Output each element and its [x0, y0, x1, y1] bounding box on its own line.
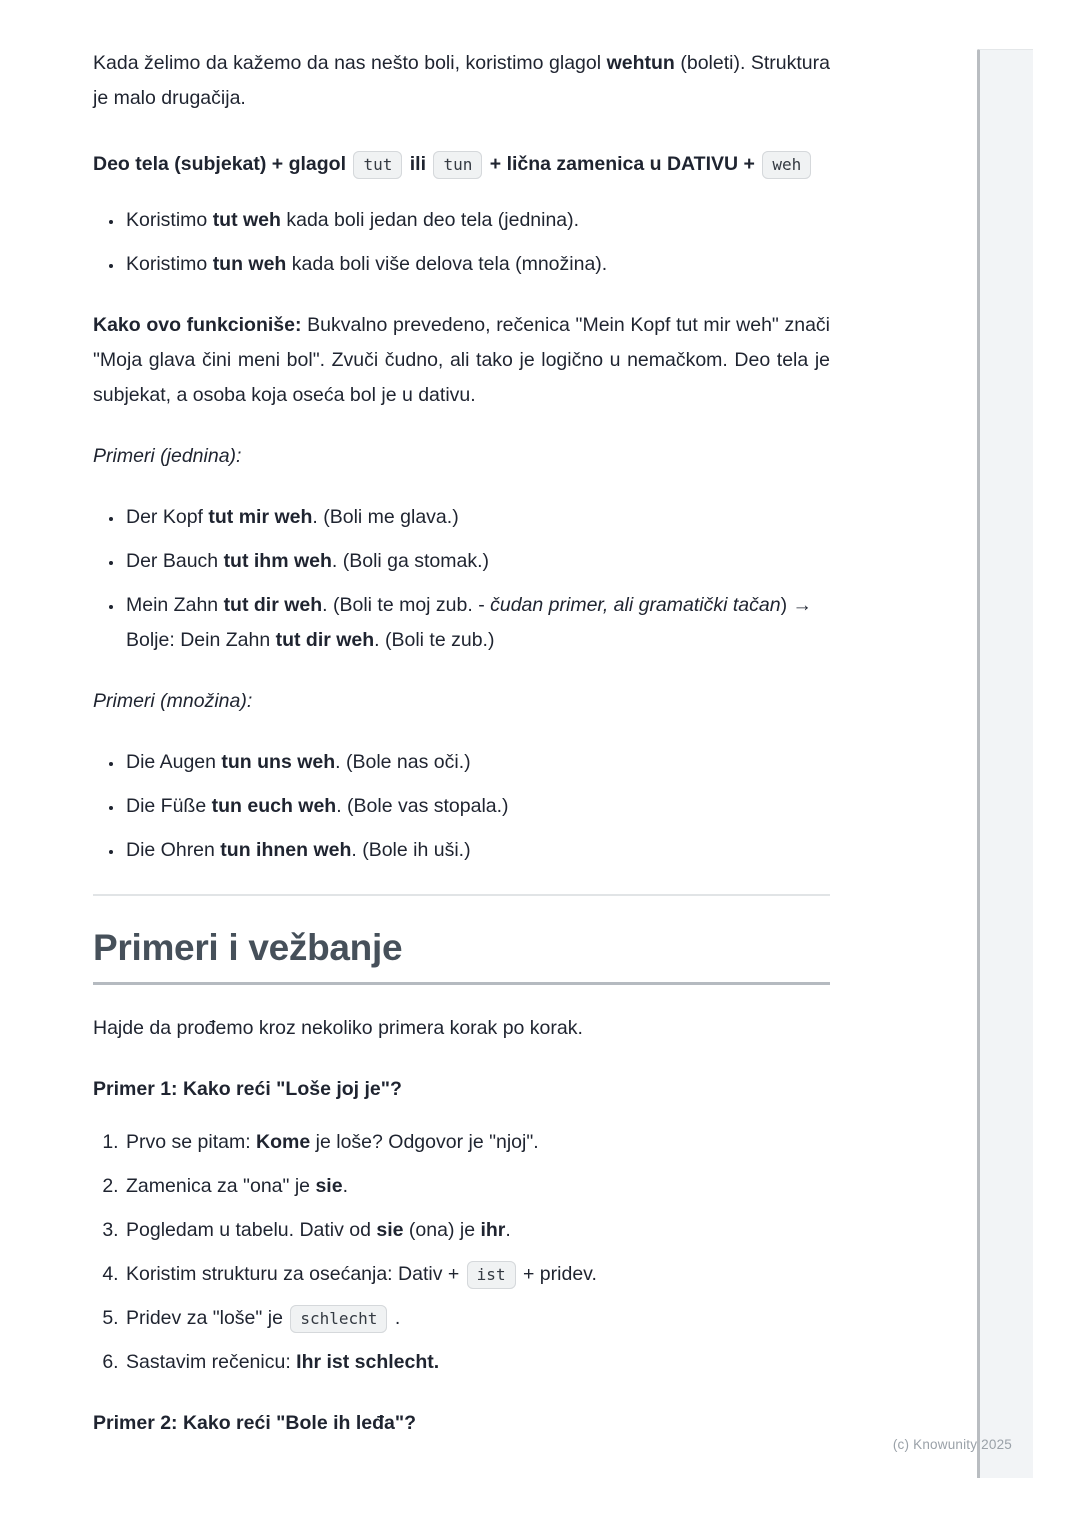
bullet-item [124, 833, 830, 868]
bullet-list [93, 500, 830, 658]
numbered-item [124, 1301, 830, 1336]
bold-text: ihr [480, 1219, 506, 1241]
section-divider [93, 894, 830, 896]
text-run: Die Ohren [126, 839, 221, 861]
paragraph [93, 439, 830, 474]
bold-text: tun euch weh [211, 795, 337, 817]
italic-text: Primeri (jednina): [93, 445, 242, 467]
text-run: (ona) je [403, 1219, 481, 1241]
text-run: Koristimo [126, 253, 213, 275]
bold-text: tun ihnen weh [220, 839, 352, 861]
text-run: Sastavim rečenicu: [126, 1351, 297, 1373]
bold-text: sie [315, 1175, 343, 1197]
text-run: Koristimo [126, 209, 213, 231]
text-run: (boleti). Struktura je malo drugačija. [93, 52, 830, 109]
bullet-item [124, 203, 830, 238]
text-run: . (Boli me glava.) [312, 506, 459, 528]
text-run: je loše? Odgovor je "njoj". [310, 1131, 539, 1153]
structure-line [93, 142, 830, 187]
text-run: . (Bole vas stopala.) [336, 795, 509, 817]
numbered-item [124, 1213, 830, 1248]
bullet-list [93, 203, 830, 282]
text-run: Kada želimo da kažemo da nas nešto boli, koristimo glagol [93, 52, 607, 74]
text-run: . (Boli te moj zub. - [322, 594, 491, 616]
text-run: Pridev za "loše" je [126, 1307, 289, 1329]
bold-text: tut ihm weh [223, 550, 332, 572]
bullet-item [124, 247, 830, 282]
text-run: Zamenica za "ona" je [126, 1175, 316, 1197]
text-run: . (Boli te zub.) [374, 629, 495, 651]
text-run: Koristim strukturu za osećanja: Dativ + [126, 1263, 465, 1285]
paragraph [93, 1011, 830, 1046]
text-run: . [505, 1219, 511, 1241]
text-run: . (Boli ga stomak.) [331, 550, 490, 572]
text-run: kada boli jedan deo tela (jednina). [280, 209, 580, 231]
text-run: Primer 1: Kako reći "Loše joj je"? [93, 1078, 402, 1100]
text-run: Bukvalno prevedeno, rečenica "Mein Kopf tut mir weh" znači "Moja glava čini meni bol". Zvuči čudno, ali tako je logično u nemačkom. Deo tela je subjekat, a osoba koja oseća bol je u dativu. [93, 314, 830, 406]
bold-text: Kome [256, 1131, 311, 1153]
bold-text: Kako ovo funkcioniše: [93, 314, 302, 336]
code-chip: tut [353, 151, 402, 179]
paragraph [93, 308, 830, 413]
text-run: Primer 2: Kako reći "Bole ih leđa"? [93, 1412, 417, 1434]
bullet-item [124, 588, 830, 658]
bold-text: tut mir weh [208, 506, 313, 528]
numbered-item [124, 1125, 830, 1160]
bold-text: tun uns weh [221, 751, 336, 773]
bold-text: tut dir weh [223, 594, 323, 616]
text-run: Die Augen [126, 751, 222, 773]
numbered-list [93, 1125, 830, 1380]
bullet-item [124, 500, 830, 535]
document-body [93, 46, 830, 1459]
text-run: . (Bole ih uši.) [351, 839, 471, 861]
section-heading [93, 926, 830, 985]
text-run: Der Kopf [126, 506, 209, 528]
watermark: (c) Knowunity 2025 [892, 1437, 1012, 1452]
text-run: + pridev. [517, 1263, 597, 1285]
scrollbar-track[interactable] [977, 49, 1033, 1478]
bold-text: tut dir weh [275, 629, 375, 651]
bullet-item [124, 544, 830, 579]
bold-text: Ihr ist schlecht. [296, 1351, 440, 1373]
text-run: Prvo se pitam: [126, 1131, 257, 1153]
italic-text: čudan primer, ali gramatički tačan [490, 594, 781, 616]
text-run: kada boli više delova tela (množina). [286, 253, 608, 275]
italic-text: Primeri (množina): [93, 690, 253, 712]
text-run: . [389, 1307, 401, 1329]
bold-text: + lična zamenica u DATIVU + [484, 153, 761, 175]
code-chip: tun [433, 151, 482, 179]
bold-text: ili [404, 153, 432, 175]
bullet-item [124, 745, 830, 780]
bold-text: sie [376, 1219, 404, 1241]
code-chip: ist [467, 1261, 516, 1289]
text-run: Hajde da prođemo kroz nekoliko primera korak po korak. [93, 1017, 583, 1039]
text-run: Die Füße [126, 795, 212, 817]
bullet-item [124, 789, 830, 824]
numbered-item [124, 1169, 830, 1204]
numbered-item [124, 1345, 830, 1380]
numbered-item [124, 1257, 830, 1292]
code-chip: schlecht [290, 1305, 387, 1333]
paragraph [93, 684, 830, 719]
text-run: Der Bauch [126, 550, 224, 572]
bold-text: wehtun [606, 52, 675, 74]
bullet-list [93, 745, 830, 868]
bold-text: tun weh [212, 253, 287, 275]
example-heading [93, 1406, 830, 1441]
text-run: Pogledam u tabelu. Dativ od [126, 1219, 377, 1241]
text-run: Mein Zahn [126, 594, 224, 616]
code-chip: weh [762, 151, 811, 179]
text-run: ) → Bolje: Dein Zahn [126, 594, 812, 651]
bold-text: Deo tela (subjekat) + glagol [93, 153, 352, 175]
paragraph [93, 46, 830, 116]
text-run: Primeri i vežbanje [93, 927, 403, 968]
text-run: . [342, 1175, 348, 1197]
bold-text: tut weh [212, 209, 281, 231]
text-run: . (Bole nas oči.) [335, 751, 471, 773]
example-heading [93, 1072, 830, 1107]
